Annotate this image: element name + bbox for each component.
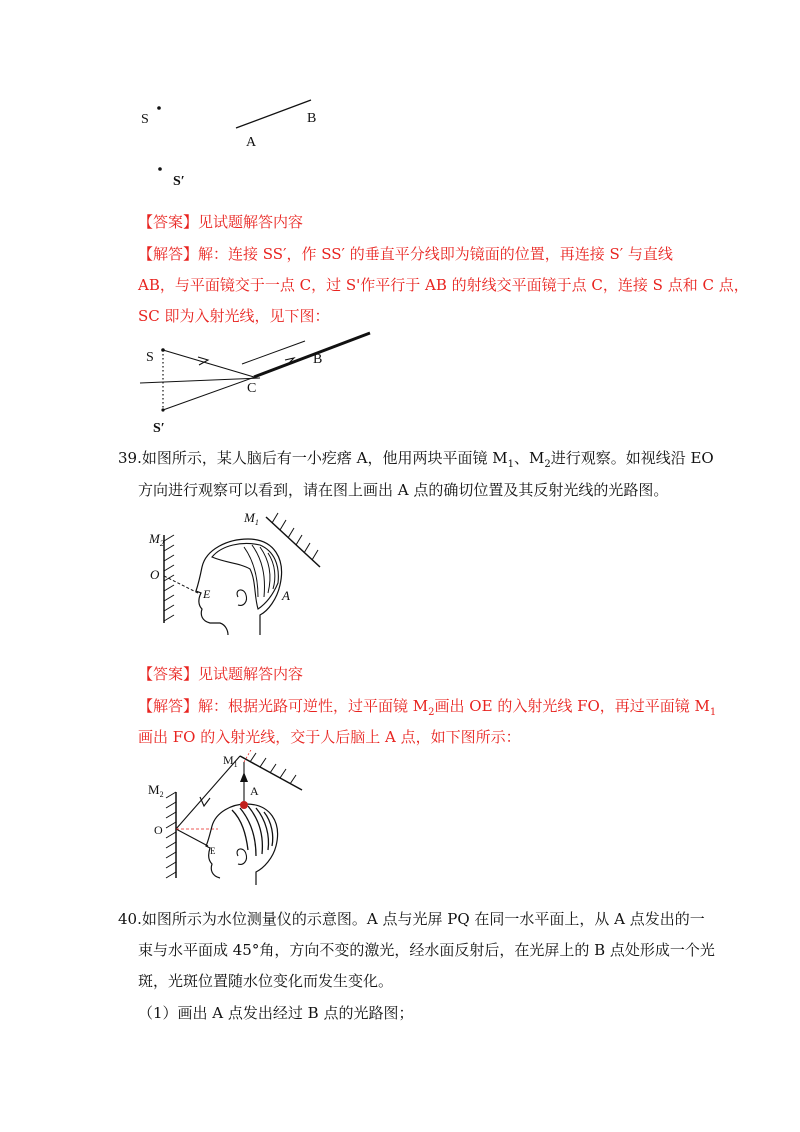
solution-text: 解：根据光路可逆性，过平面镜 M: [198, 697, 429, 715]
question-text: 进行观察。如视线沿 EO: [550, 449, 714, 467]
solution-38-line-2: AB，与平面镜交于一点 C，过 S'作平行于 AB 的射线交平面镜于点 C，连接 S 点和 C 点，: [138, 276, 749, 294]
mirror-m1-hatching: [272, 513, 318, 560]
reflected-ray-cb: [254, 333, 370, 377]
solution-tag: 【解答】: [138, 697, 199, 715]
solution-text: 画出 OE 的入射光线 FO，再过平面镜 M: [434, 697, 710, 715]
mirror-m1-hatching: [250, 753, 296, 784]
point-s-prime: [161, 408, 164, 411]
label-e: E: [210, 846, 216, 856]
label-a: A: [250, 784, 259, 798]
question-40-line-1: [118, 909, 705, 929]
solution-tag: 【解答】: [138, 245, 199, 263]
solution-text: 解：连接 SS′，作 SS′ 的垂直平分线即为镜面的位置，再连接 S′ 与直线: [198, 245, 673, 263]
label-s-prime: S′: [173, 174, 185, 189]
label-e: E: [203, 587, 211, 601]
point-s: [157, 106, 161, 110]
ear: [237, 849, 246, 864]
label-m2: $M_2$: [148, 782, 164, 799]
subscript: 2: [544, 459, 551, 470]
question-40-line-2: 束与水平面成 45°角，方向不变的激光，经水面反射后，在光屏上的 B 点处形成一个光: [138, 941, 715, 959]
sight-line-eo: [164, 576, 198, 593]
question-40-line-3: 斑，光斑位置随水位变化而发生变化。: [138, 972, 394, 990]
solution-39-line-1: [138, 696, 717, 723]
ray-f-to-o: [176, 756, 240, 829]
answer-tag: 【答案】: [138, 213, 199, 231]
answer-38: [138, 212, 698, 232]
figure-head-two-mirrors: [140, 505, 340, 645]
label-s: S: [146, 350, 154, 365]
incident-ray-sc: [163, 350, 254, 377]
ray-arrow: [200, 797, 210, 806]
label-o: O: [150, 567, 160, 582]
answer-text: 见试题解答内容: [198, 665, 304, 683]
label-m1: $M_1$: [244, 510, 259, 527]
mirror-m2-hatching: [166, 792, 176, 878]
solution-38-line-3: SC 即为入射光线，见下图：: [138, 307, 330, 325]
question-39-line-1: [118, 448, 714, 475]
question-text: 、M: [513, 449, 545, 467]
hair-strands: [232, 806, 273, 856]
label-o: O: [154, 823, 163, 837]
label-a: A: [282, 588, 290, 603]
subscript: 1: [507, 459, 514, 470]
answer-text: 见试题解答内容: [198, 213, 304, 231]
question-text: 如图所示，某人脑后有一小疙瘩 A，他用两块平面镜 M: [141, 449, 508, 467]
question-number: 40.: [118, 910, 142, 928]
solution-39-line-2: 画出 FO 的入射光线，交于人后脑上 A 点，如下图所示：: [138, 728, 521, 746]
label-s-prime: S′: [153, 421, 165, 436]
label-a: A: [246, 135, 257, 150]
answer-39: [138, 664, 698, 684]
question-40-subquestion-1: （1）画出 A 点发出经过 B 点的光路图；: [138, 1004, 414, 1022]
label-c: C: [247, 381, 257, 396]
subscript: 1: [709, 707, 717, 718]
ray-up-arrow: [240, 772, 248, 782]
subscript: 2: [428, 707, 435, 718]
figure-head-solution: [140, 750, 340, 885]
line-ab: [236, 100, 311, 128]
question-text: 如图所示为水位测量仪的示意图。A 点与光屏 PQ 在同一水平面上，从 A 点发出的一: [141, 910, 705, 928]
question-39-line-2: 方向进行观察可以看到，请在图上画出 A 点的确切位置及其反射光线的光路图。: [138, 481, 669, 499]
label-m1: $M_1$: [223, 753, 238, 769]
label-b: B: [313, 352, 323, 367]
answer-tag: 【答案】: [138, 665, 199, 683]
figure-solution-mirror: [130, 330, 390, 440]
figure-points-s-and-line-ab: [130, 90, 350, 200]
mirror-line: [140, 378, 260, 383]
ear: [237, 590, 246, 605]
ray-o-to-e: [176, 829, 208, 846]
label-b: B: [307, 111, 317, 126]
question-number: 39.: [118, 449, 142, 467]
label-s: S: [141, 112, 149, 127]
label-m2: $M_2$: [149, 531, 164, 548]
point-a-red: [240, 801, 248, 809]
point-s-prime: [158, 167, 162, 171]
solution-38-line-1: [138, 244, 698, 264]
